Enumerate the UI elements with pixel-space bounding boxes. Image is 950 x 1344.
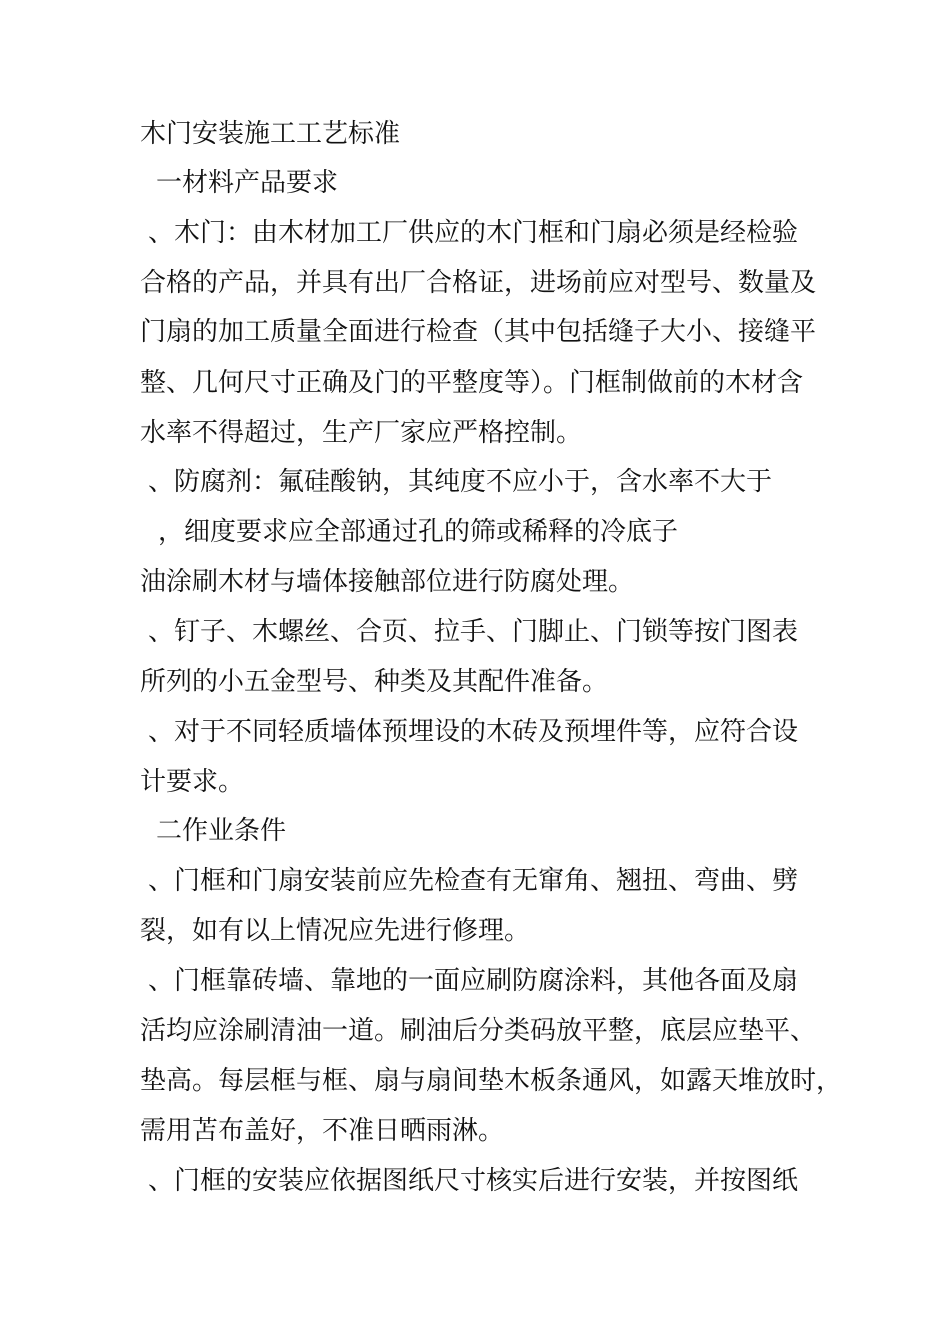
paragraph-line: 、防腐剂：氟硅酸钠，其纯度不应小于，含水率不大于 xyxy=(148,467,773,497)
paragraph-line: 合格的产品，并具有出厂合格证，进场前应对型号、数量及 xyxy=(140,268,817,298)
paragraph-line: 、门框的安装应依据图纸尺寸核实后进行安装，并按图纸 xyxy=(148,1166,799,1196)
document-title: 木门安装施工工艺标准 xyxy=(140,119,401,149)
paragraph-line: 活均应涂刷清油一道。刷油后分类码放平整，底层应垫平、 xyxy=(140,1016,817,1046)
paragraph-line: 水率不得超过，生产厂家应严格控制。 xyxy=(140,418,583,448)
paragraph-line: 整、几何尺寸正确及门的平整度等）。门框制做前的木材含 xyxy=(140,368,804,398)
paragraph-line: 所列的小五金型号、种类及其配件准备。 xyxy=(140,667,609,697)
paragraph-line: 、门框和门扇安装前应先检查有无窜角、翘扭、弯曲、劈 xyxy=(148,866,799,896)
section-heading-materials: 一材料产品要求 xyxy=(156,168,339,198)
paragraph-line: 裂，如有以上情况应先进行修理。 xyxy=(140,916,531,946)
paragraph-line: 、木门：由木材加工厂供应的木门框和门扇必须是经检验 xyxy=(148,218,799,248)
paragraph-line: 油涂刷木材与墙体接触部位进行防腐处理。 xyxy=(140,567,635,597)
paragraph-line: 垫高。每层框与框、扇与扇间垫木板条通风，如露天堆放时， xyxy=(140,1066,843,1096)
paragraph-line: 、门框靠砖墙、靠地的一面应刷防腐涂料，其他各面及扇 xyxy=(148,966,799,996)
paragraph-line: 计要求。 xyxy=(140,767,245,797)
paragraph-line: 、对于不同轻质墙体预埋设的木砖及预埋件等，应符合设 xyxy=(148,717,799,747)
paragraph-line: 、钉子、木螺丝、合页、拉手、门脚止、门锁等按门图表 xyxy=(148,617,799,647)
paragraph-line: 门扇的加工质量全面进行检查（其中包括缝子大小、接缝平 xyxy=(140,317,817,347)
paragraph-line: 需用苫布盖好，不准日晒雨淋。 xyxy=(140,1116,505,1146)
paragraph-line: ，细度要求应全部通过孔的筛或稀释的冷底子 xyxy=(158,517,679,547)
section-heading-conditions: 二作业条件 xyxy=(156,816,287,846)
